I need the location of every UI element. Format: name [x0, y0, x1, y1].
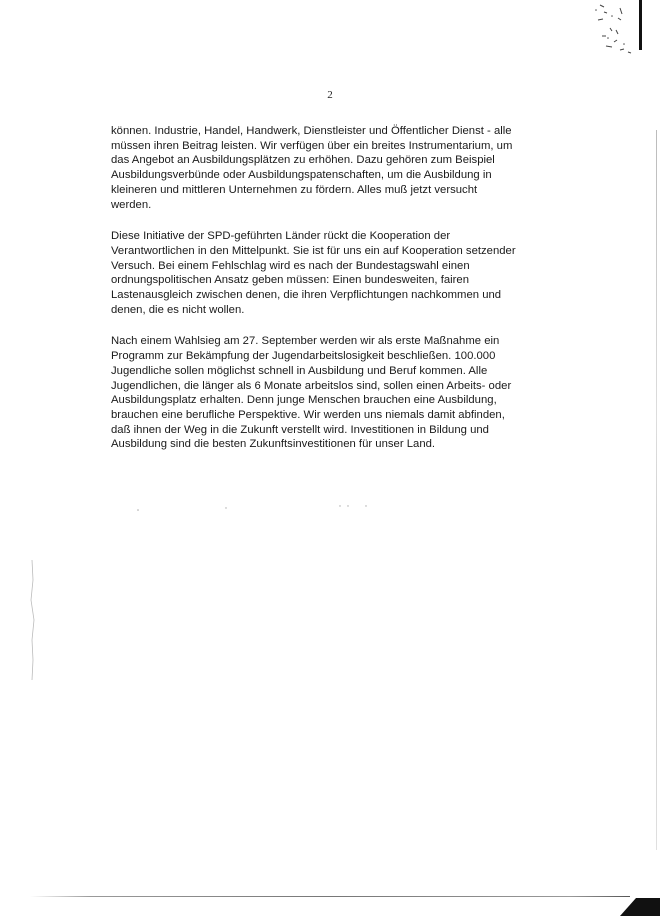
- page-number: 2: [327, 89, 333, 101]
- text-line: Ausbildungsverbünde oder Ausbildungspatenschaften, um die Ausbildung in: [111, 169, 492, 182]
- text-line: Verantwortlichen in den Mittelpunkt. Sie ist für uns ein auf Kooperation setzender: [111, 244, 516, 257]
- scan-artifact-right-edge: [656, 130, 657, 850]
- text-line: müssen ihren Beitrag leisten. Wir verfügen über ein breites Instrumentarium, um: [111, 139, 513, 152]
- paragraph-1: [111, 124, 523, 212]
- paragraph-2: [111, 229, 523, 317]
- text-line: Nach einem Wahlsieg am 27. September werden wir als erste Maßnahme ein: [111, 335, 500, 348]
- text-line: Ausbildung sind die besten Zukunftsinvestitionen für unser Land.: [111, 438, 436, 451]
- text-line: werden.: [111, 198, 152, 211]
- text-line: Jugendlichen, die länger als 6 Monate arbeitslos sind, sollen einen Arbeits- oder: [111, 379, 512, 392]
- document-body: [111, 124, 523, 469]
- text-line: Lastenausgleich zwischen denen, die ihren Verpflichtungen nachkommen und: [111, 289, 502, 302]
- scan-artifact-top-right: [590, 0, 660, 65]
- text-line: Ausbildungsplatz erhalten. Denn junge Menschen brauchen eine Ausbildung,: [111, 394, 497, 407]
- text-line: daß ihnen der Weg in die Zukunft verstellt wird. Investitionen in Bildung und: [111, 423, 489, 436]
- text-line: denen, die es nicht wollen.: [111, 303, 245, 316]
- scan-artifact-bottom-corner: [620, 898, 660, 916]
- text-line: das Angebot an Ausbildungsplätzen zu erhöhen. Dazu gehören zum Beispiel: [111, 154, 495, 167]
- text-line: Programm zur Bekämpfung der Jugendarbeitslosigkeit beschließen. 100.000: [111, 350, 496, 363]
- text-line: Diese Initiative der SPD-geführten Länder rückt die Kooperation der: [111, 230, 451, 243]
- text-line: ordnungspolitischen Ansatz geben müssen: Einen bundesweiten, fairen: [111, 274, 470, 287]
- text-line: Jugendliche sollen möglichst schnell in Ausbildung und Beruf kommen. Alle: [111, 364, 488, 377]
- text-line: können. Industrie, Handel, Handwerk, Dienstleister und Öffentlicher Dienst - alle: [111, 125, 512, 137]
- scan-artifact-left-edge: [28, 560, 38, 680]
- scan-artifact-bottom-line: [30, 896, 630, 897]
- scan-artifact-specks: [130, 500, 390, 516]
- text-line: kleineren und mittleren Unternehmen zu fördern. Alles muß jetzt versucht: [111, 183, 478, 196]
- text-line: brauchen eine berufliche Perspektive. Wir werden uns niemals damit abfinden,: [111, 408, 505, 421]
- paragraph-3: [111, 334, 523, 452]
- text-line: Versuch. Bei einem Fehlschlag wird es nach der Bundestagswahl einen: [111, 259, 470, 272]
